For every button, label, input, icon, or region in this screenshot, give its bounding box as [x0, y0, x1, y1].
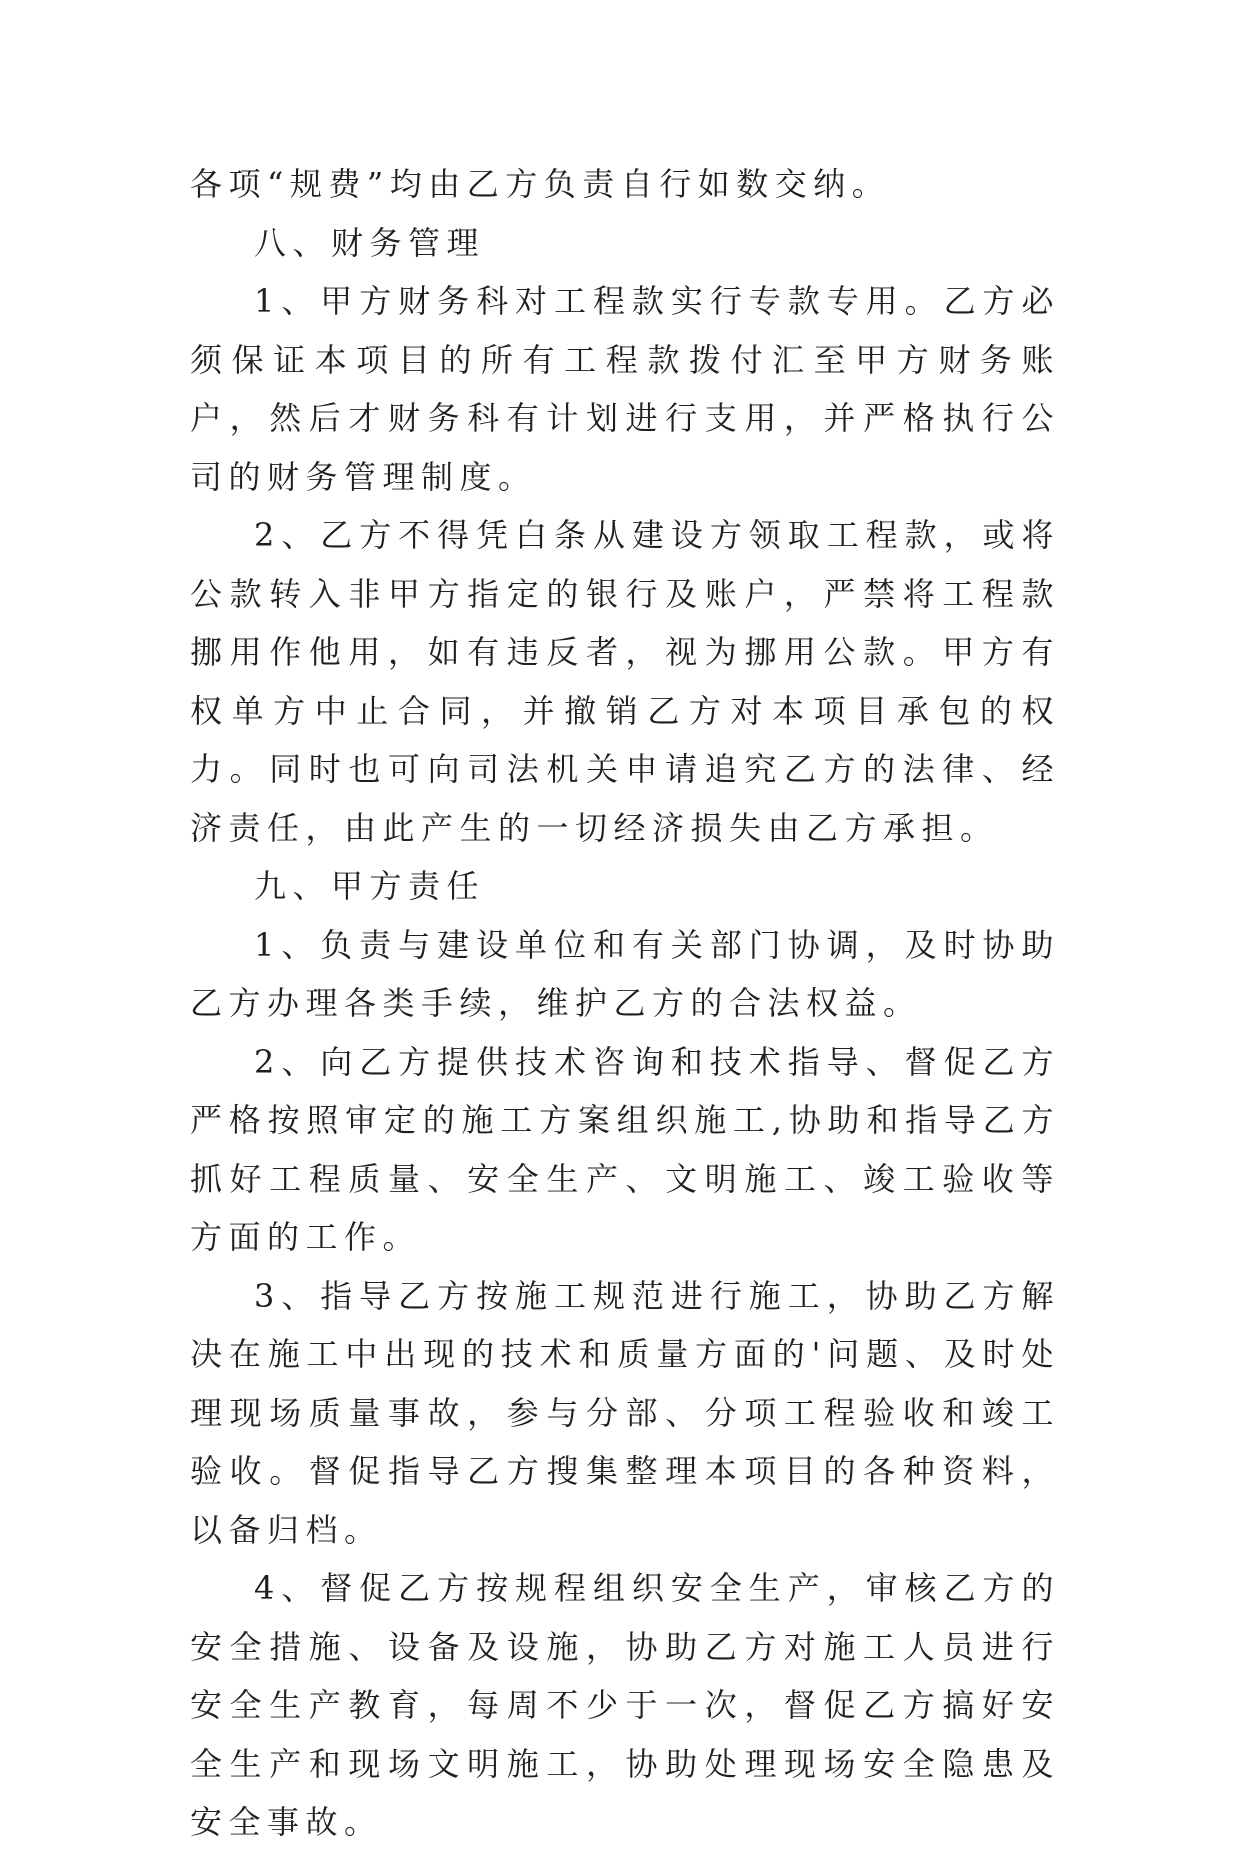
- section-heading-finance: 八、财务管理: [254, 223, 486, 262]
- paragraph-finance-2: 2、乙方不得凭白条从建设方领取工程款，或将公款转入非甲方指定的银行及账户，严禁将工程款挪用作他用，如有违反者，视为挪用公款。甲方有权单方中止合同，并撤销乙方对本项目承包的权力。同时也可向司法机关申请追究乙方的法律、经济责任，由此产生的一切经济损失由乙方承担。: [190, 516, 1060, 847]
- paragraph-continuation: 各项“规费”均由乙方负责自行如数交纳。: [190, 165, 891, 203]
- paragraph-party-a-2: 2、向乙方提供技术咨询和技术指导、督促乙方严格按照审定的施工方案组织施工,协助和指导乙方抓好工程质量、安全生产、文明施工、竣工验收等方面的工作。: [190, 1042, 1060, 1256]
- paragraph-party-a-3: 3、指导乙方按施工规范进行施工，协助乙方解决在施工中出现的技术和质量方面的'问题、及时处理现场质量事故，参与分部、分项工程验收和竣工验收。督促指导乙方搜集整理本项目的各种资料，以备归档。: [190, 1276, 1060, 1549]
- paragraph-party-a-4: 4、督促乙方按规程组织安全生产，审核乙方的安全措施、设备及设施，协助乙方对施工人员进行安全生产教育，每周不少于一次，督促乙方搞好安全生产和现场文明施工，协助处理现场安全隐患及安全事故。: [190, 1569, 1060, 1841]
- section-heading-party-a: 九、甲方责任: [254, 867, 486, 905]
- paragraph-party-a-1: 1、负责与建设单位和有关部门协调，及时协助乙方办理各类手续，维护乙方的合法权益。: [190, 925, 1060, 1022]
- document-body: [190, 155, 1060, 1852]
- paragraph-finance-1: 1、甲方财务科对工程款实行专款专用。乙方必须保证本项目的所有工程款拨付汇至甲方财务账户，然后才财务科有计划进行支用，并严格执行公司的财务管理制度。: [190, 282, 1060, 496]
